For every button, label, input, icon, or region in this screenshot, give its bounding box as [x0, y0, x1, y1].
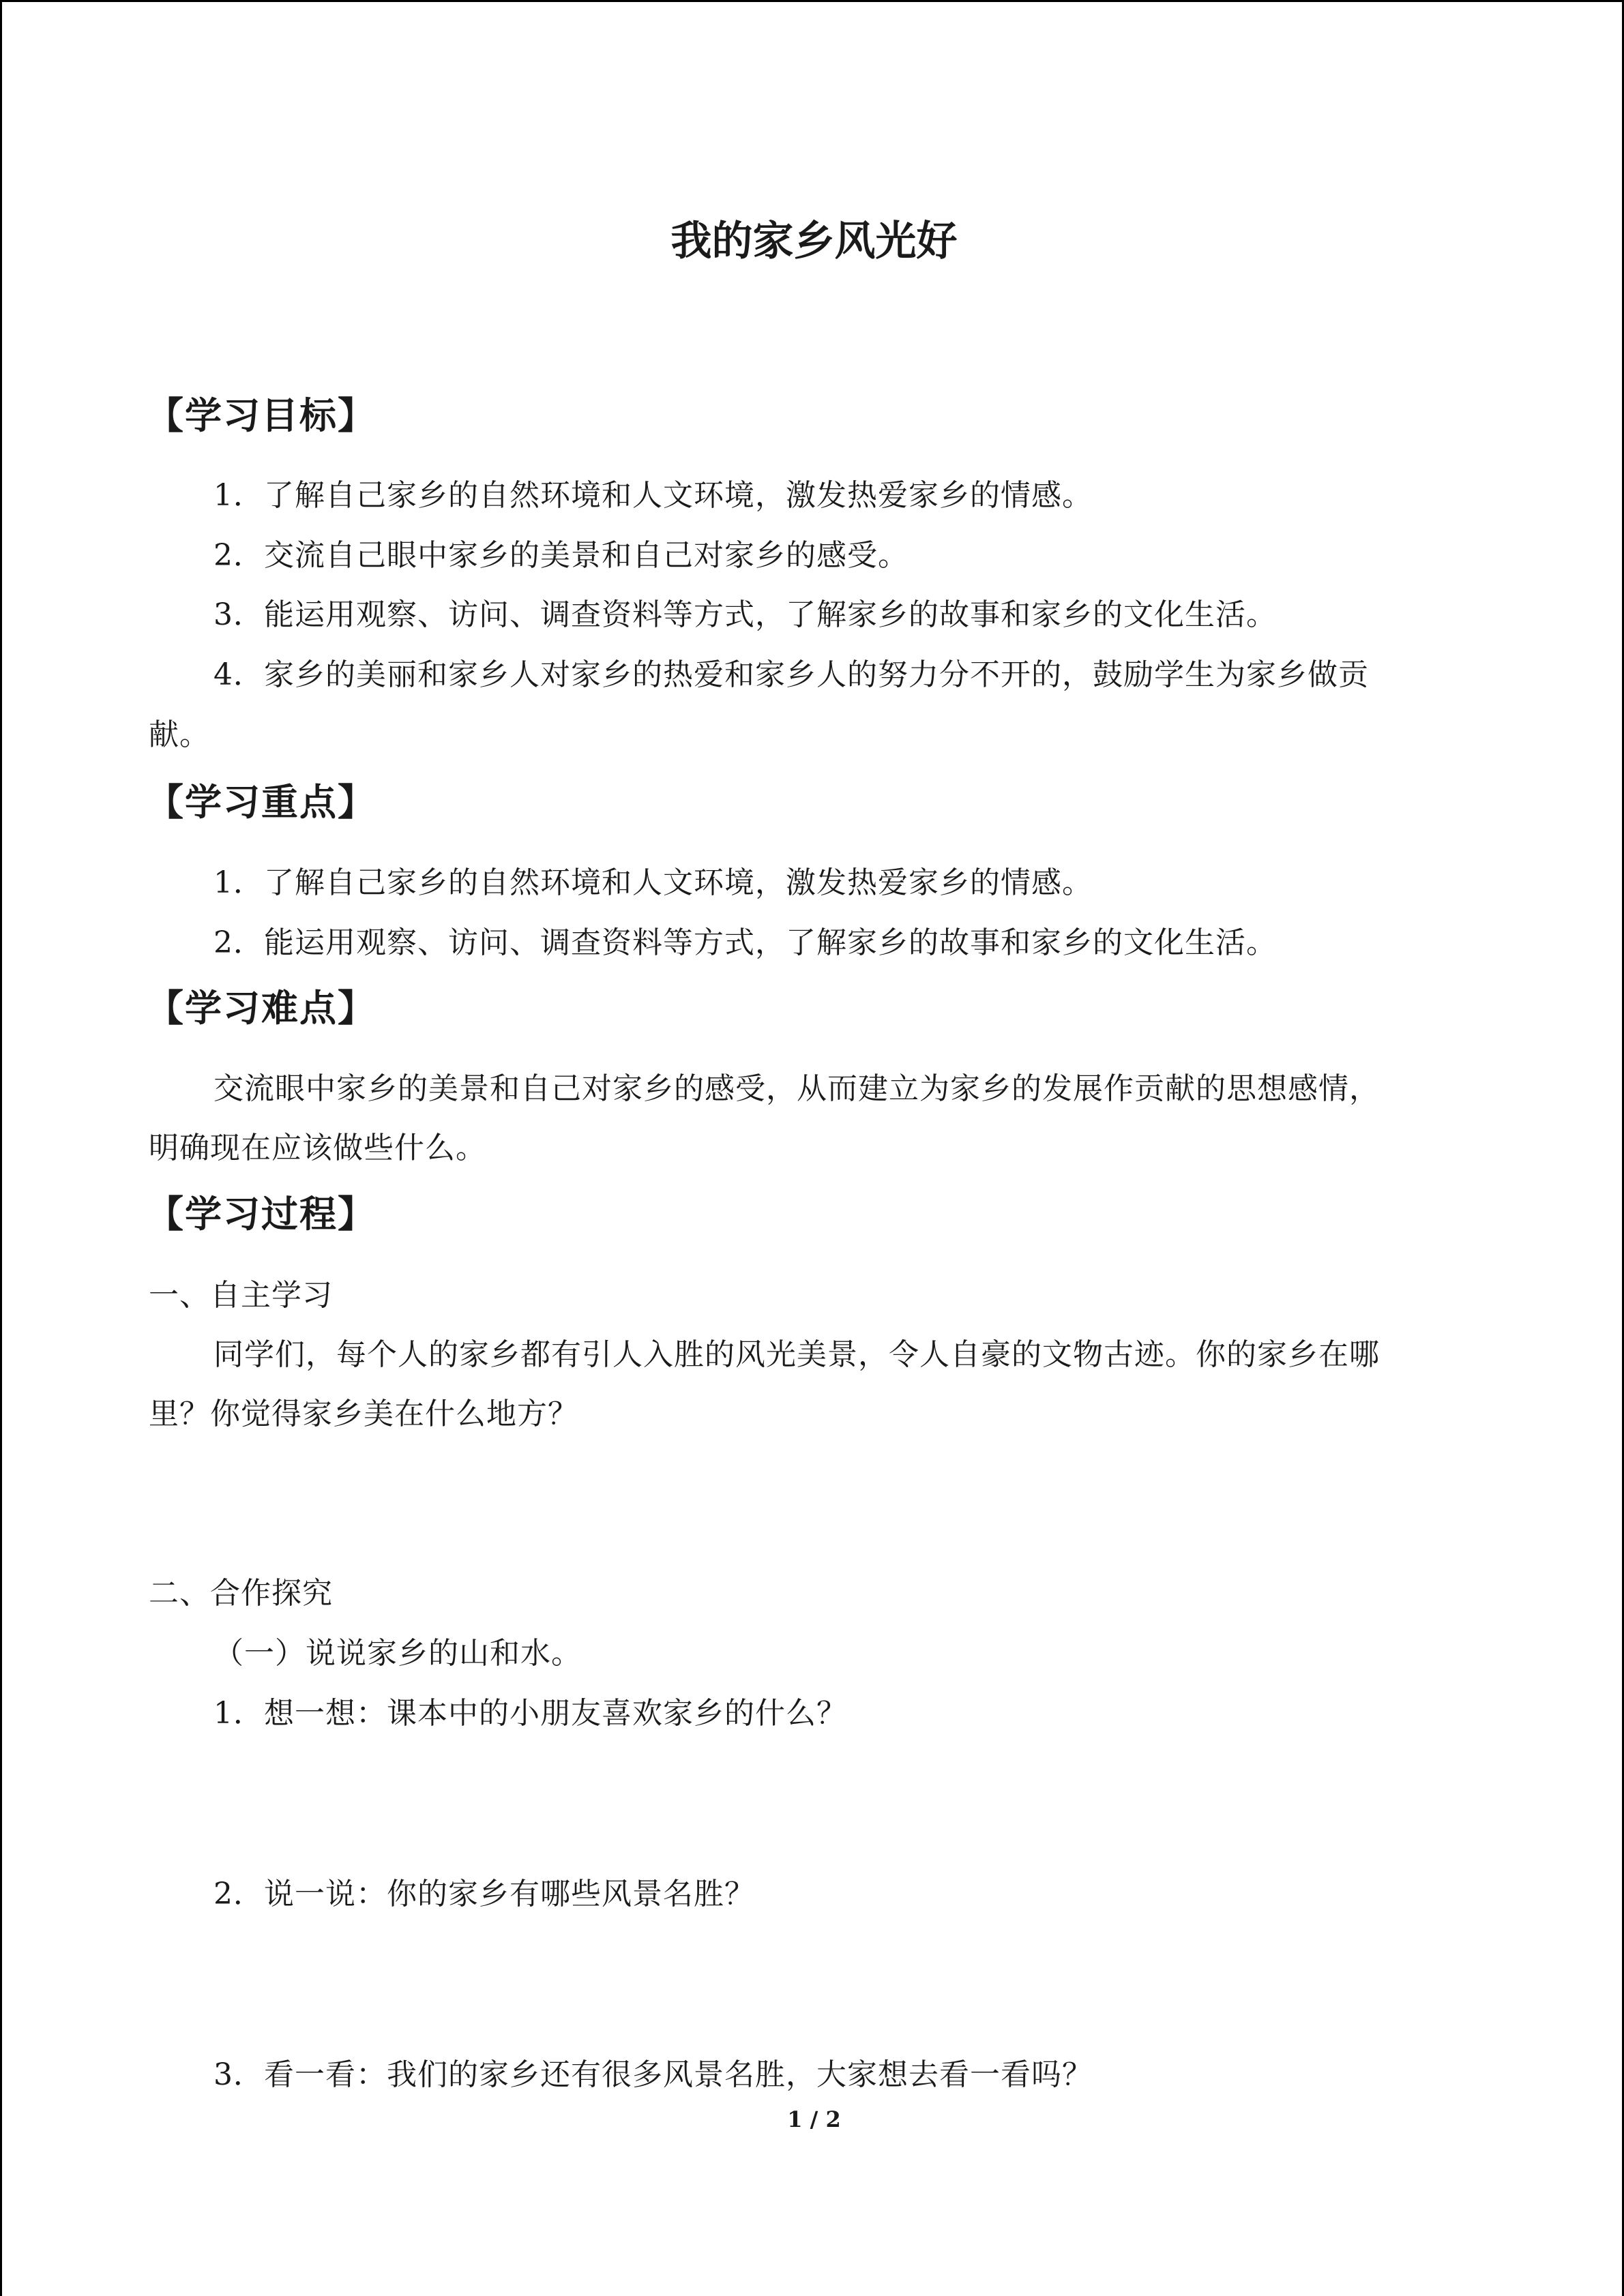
process-question-2: 2．说一说：你的家乡有哪些风景名胜？ [213, 1877, 755, 1911]
section-heading-objectives: 【学习目标】 [147, 394, 376, 437]
objective-item-1: 1．了解自己家乡的自然环境和人文环境，激发热爱家乡的情感。 [213, 478, 1093, 513]
objective-item-4: 4．家乡的美丽和家乡人对家乡的热爱和家乡人的努力分不开的，鼓励学生为家乡做贡 [213, 657, 1369, 692]
objective-item-2: 2．交流自己眼中家乡的美景和自己对家乡的感受。 [213, 538, 909, 573]
key-point-item-2: 2．能运用观察、访问、调查资料等方式，了解家乡的故事和家乡的文化生活。 [213, 925, 1277, 960]
process-part2-title: 二、合作探究 [149, 1576, 333, 1611]
process-part1-line-2: 里？你觉得家乡美在什么地方？ [149, 1397, 578, 1431]
difficulty-line-2: 明确现在应该做些什么。 [149, 1131, 486, 1165]
process-part1-title: 一、自主学习 [149, 1278, 333, 1313]
section-heading-key-points: 【学习重点】 [147, 781, 376, 824]
page-number: 1 / 2 [787, 2106, 841, 2132]
process-part2-subsection-1: （一）说说家乡的山和水。 [213, 1636, 582, 1671]
section-heading-process: 【学习过程】 [147, 1193, 376, 1236]
process-part1-line-1: 同学们，每个人的家乡都有引人入胜的风光美景，令人自豪的文物古迹。你的家乡在哪 [213, 1337, 1380, 1372]
objective-item-3: 3．能运用观察、访问、调查资料等方式，了解家乡的故事和家乡的文化生活。 [213, 597, 1277, 632]
key-point-item-1: 1．了解自己家乡的自然环境和人文环境，激发热爱家乡的情感。 [213, 865, 1093, 900]
process-question-1: 1．想一想：课本中的小朋友喜欢家乡的什么？ [213, 1696, 847, 1731]
process-question-3: 3．看一看：我们的家乡还有很多风景名胜，大家想去看一看吗？ [213, 2057, 1093, 2092]
objective-item-4-continuation: 献。 [149, 717, 210, 752]
document-title: 我的家乡风光好 [670, 218, 958, 265]
section-heading-difficulties: 【学习难点】 [147, 987, 376, 1030]
difficulty-line-1: 交流眼中家乡的美景和自己对家乡的感受，从而建立为家乡的发展作贡献的思想感情， [213, 1071, 1380, 1106]
